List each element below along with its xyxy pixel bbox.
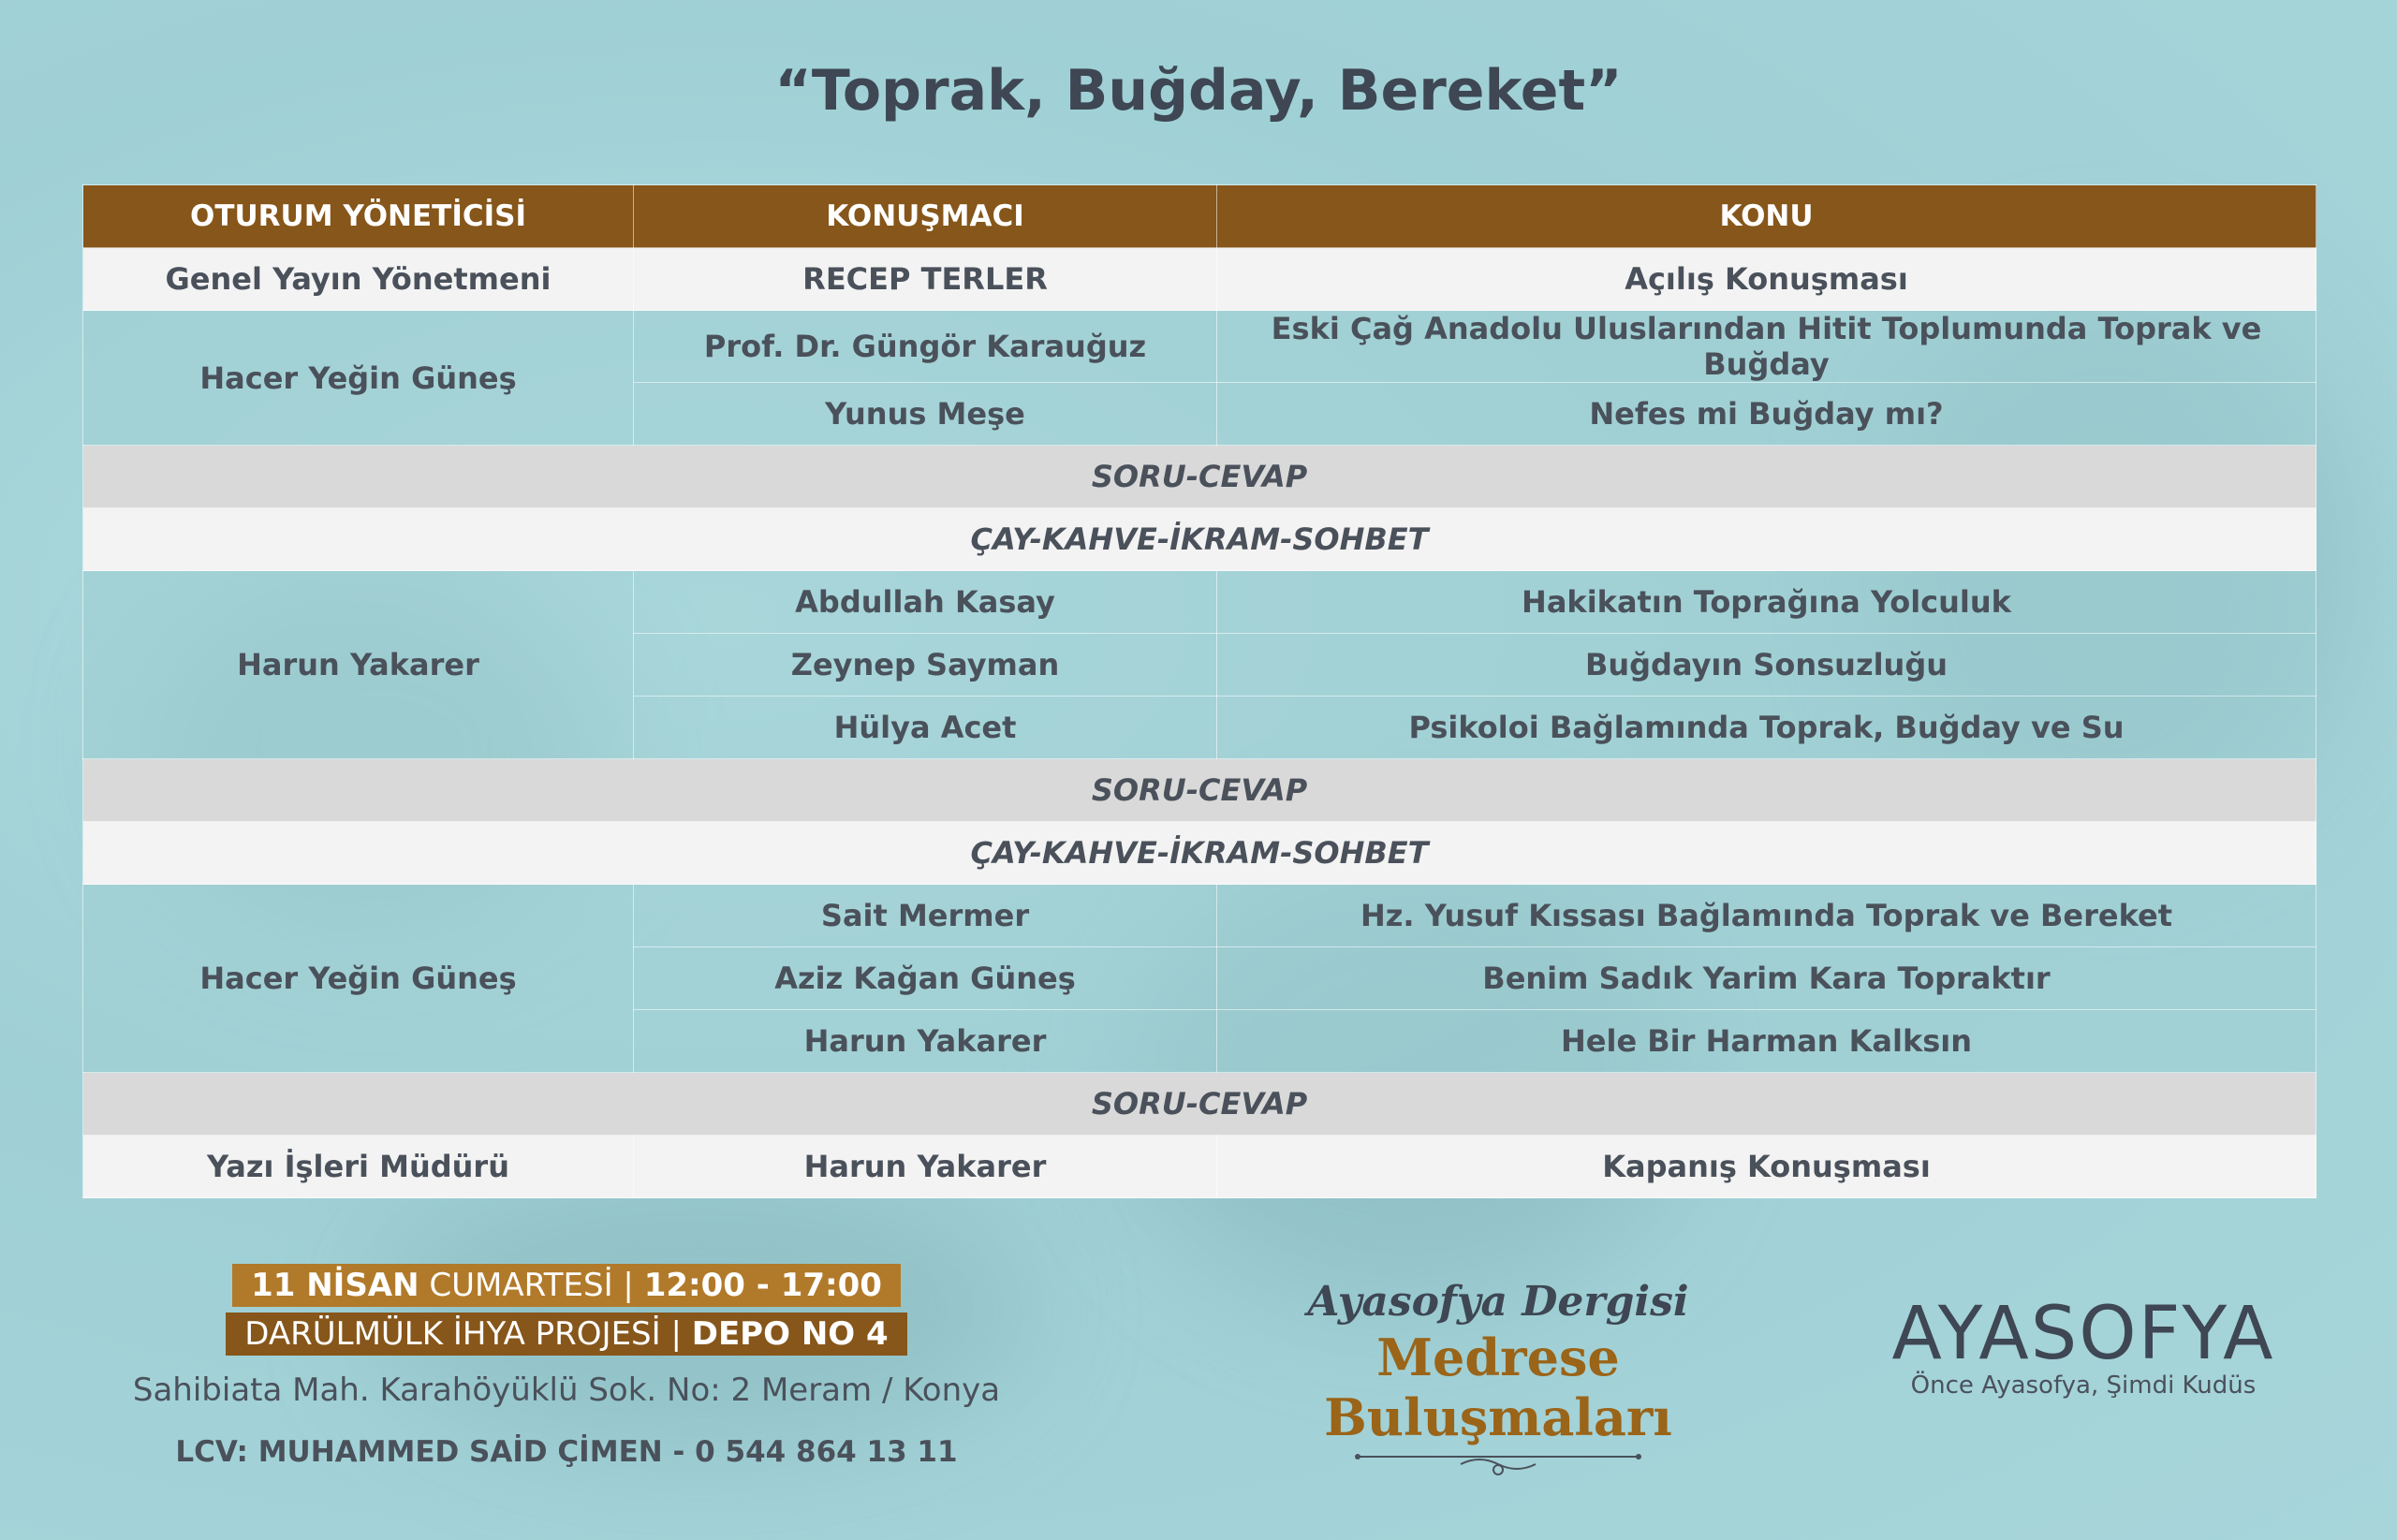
table-row [83, 1136, 2316, 1198]
qa-label: SORU-CEVAP [83, 1073, 2316, 1136]
table-header-row [83, 185, 2316, 248]
speaker-cell: Harun Yakarer [634, 1010, 1217, 1073]
topic-cell: Hz. Yusuf Kıssası Bağlamında Toprak ve Bereket [1217, 885, 2316, 947]
event-depot: DEPO NO 4 [691, 1315, 889, 1353]
event-venue: DARÜLMÜLK İHYA PROJESİ | [244, 1315, 692, 1353]
speaker-cell: Hülya Acet [634, 697, 1217, 759]
break-row [83, 508, 2316, 571]
ornament-icon [1348, 1447, 1648, 1479]
event-day: CUMARTESİ | [419, 1267, 644, 1304]
page-title: “Toprak, Buğday, Bereket” [774, 58, 1623, 124]
date-banner-wrap [0, 1264, 1133, 1307]
venue-banner-wrap [0, 1313, 1133, 1356]
ayasofya-logo [1868, 1292, 2299, 1400]
topic-cell: Buğdayın Sonsuzluğu [1217, 634, 2316, 697]
event-time: 12:00 - 17:00 [643, 1267, 882, 1304]
topic-cell: Benim Sadık Yarim Kara Topraktır [1217, 947, 2316, 1010]
qa-row [83, 759, 2316, 822]
moderator-cell: Hacer Yeğin Güneş [83, 311, 634, 446]
break-label: ÇAY-KAHVE-İKRAM-SOHBET [83, 822, 2316, 885]
table-row [83, 885, 2316, 947]
topic-cell: Nefes mi Buğday mı? [1217, 383, 2316, 446]
logo-tagline: Önce Ayasofya, Şimdi Kudüs [1910, 1371, 2257, 1400]
speaker-cell: Sait Mermer [634, 885, 1217, 947]
medrese-subtitle: Ayasofya Dergisi [1307, 1278, 1689, 1326]
moderator-cell: Hacer Yeğin Güneş [83, 885, 634, 1073]
speaker-cell: Prof. Dr. Güngör Karauğuz [634, 311, 1217, 383]
topic-cell: Kapanış Konuşması [1217, 1136, 2316, 1198]
topic-cell: Eski Çağ Anadolu Uluslarından Hitit Toplumunda Toprak ve Buğday [1217, 311, 2316, 383]
header-topic: KONU [1217, 185, 2316, 248]
moderator-cell: Yazı İşleri Müdürü [83, 1136, 634, 1198]
topic-cell: Hakikatın Toprağına Yolculuk [1217, 571, 2316, 634]
break-label: ÇAY-KAHVE-İKRAM-SOHBET [83, 508, 2316, 571]
speaker-cell: Yunus Meşe [634, 383, 1217, 446]
medrese-logo [1236, 1278, 1760, 1483]
speaker-cell: Abdullah Kasay [634, 571, 1217, 634]
qa-row [83, 446, 2316, 508]
medrese-title: Medrese Buluşmaları [1324, 1327, 1672, 1447]
rsvp-contact: LCV: MUHAMMED SAİD ÇİMEN - 0 544 864 13 11 [175, 1435, 958, 1469]
speaker-cell: Harun Yakarer [634, 1136, 1217, 1198]
moderator-cell: Genel Yayın Yönetmeni [83, 248, 634, 311]
speaker-cell: Aziz Kağan Güneş [634, 947, 1217, 1010]
program-table [82, 184, 2316, 1198]
topic-cell: Açılış Konuşması [1217, 248, 2316, 311]
header-moderator: OTURUM YÖNETİCİSİ [83, 185, 634, 248]
moderator-cell: Harun Yakarer [83, 571, 634, 759]
speaker-cell: Zeynep Sayman [634, 634, 1217, 697]
qa-label: SORU-CEVAP [83, 759, 2316, 822]
venue-banner [226, 1313, 906, 1356]
table-row [83, 248, 2316, 311]
break-row [83, 822, 2316, 885]
qa-row [83, 1073, 2316, 1136]
topic-cell: Psikoloi Bağlamında Toprak, Buğday ve Su [1217, 697, 2316, 759]
event-date: 11 NİSAN [251, 1267, 419, 1304]
table-row [83, 571, 2316, 634]
logo-wordmark: AYASOFYA [1891, 1292, 2275, 1376]
speaker-cell: RECEP TERLER [634, 248, 1217, 311]
event-address: Sahibiata Mah. Karahöyüklü Sok. No: 2 Meram / Konya [132, 1371, 1001, 1409]
date-banner [232, 1264, 901, 1307]
table-row [83, 311, 2316, 383]
header-speaker: KONUŞMACI [634, 185, 1217, 248]
qa-label: SORU-CEVAP [83, 446, 2316, 508]
topic-cell: Hele Bir Harman Kalksın [1217, 1010, 2316, 1073]
